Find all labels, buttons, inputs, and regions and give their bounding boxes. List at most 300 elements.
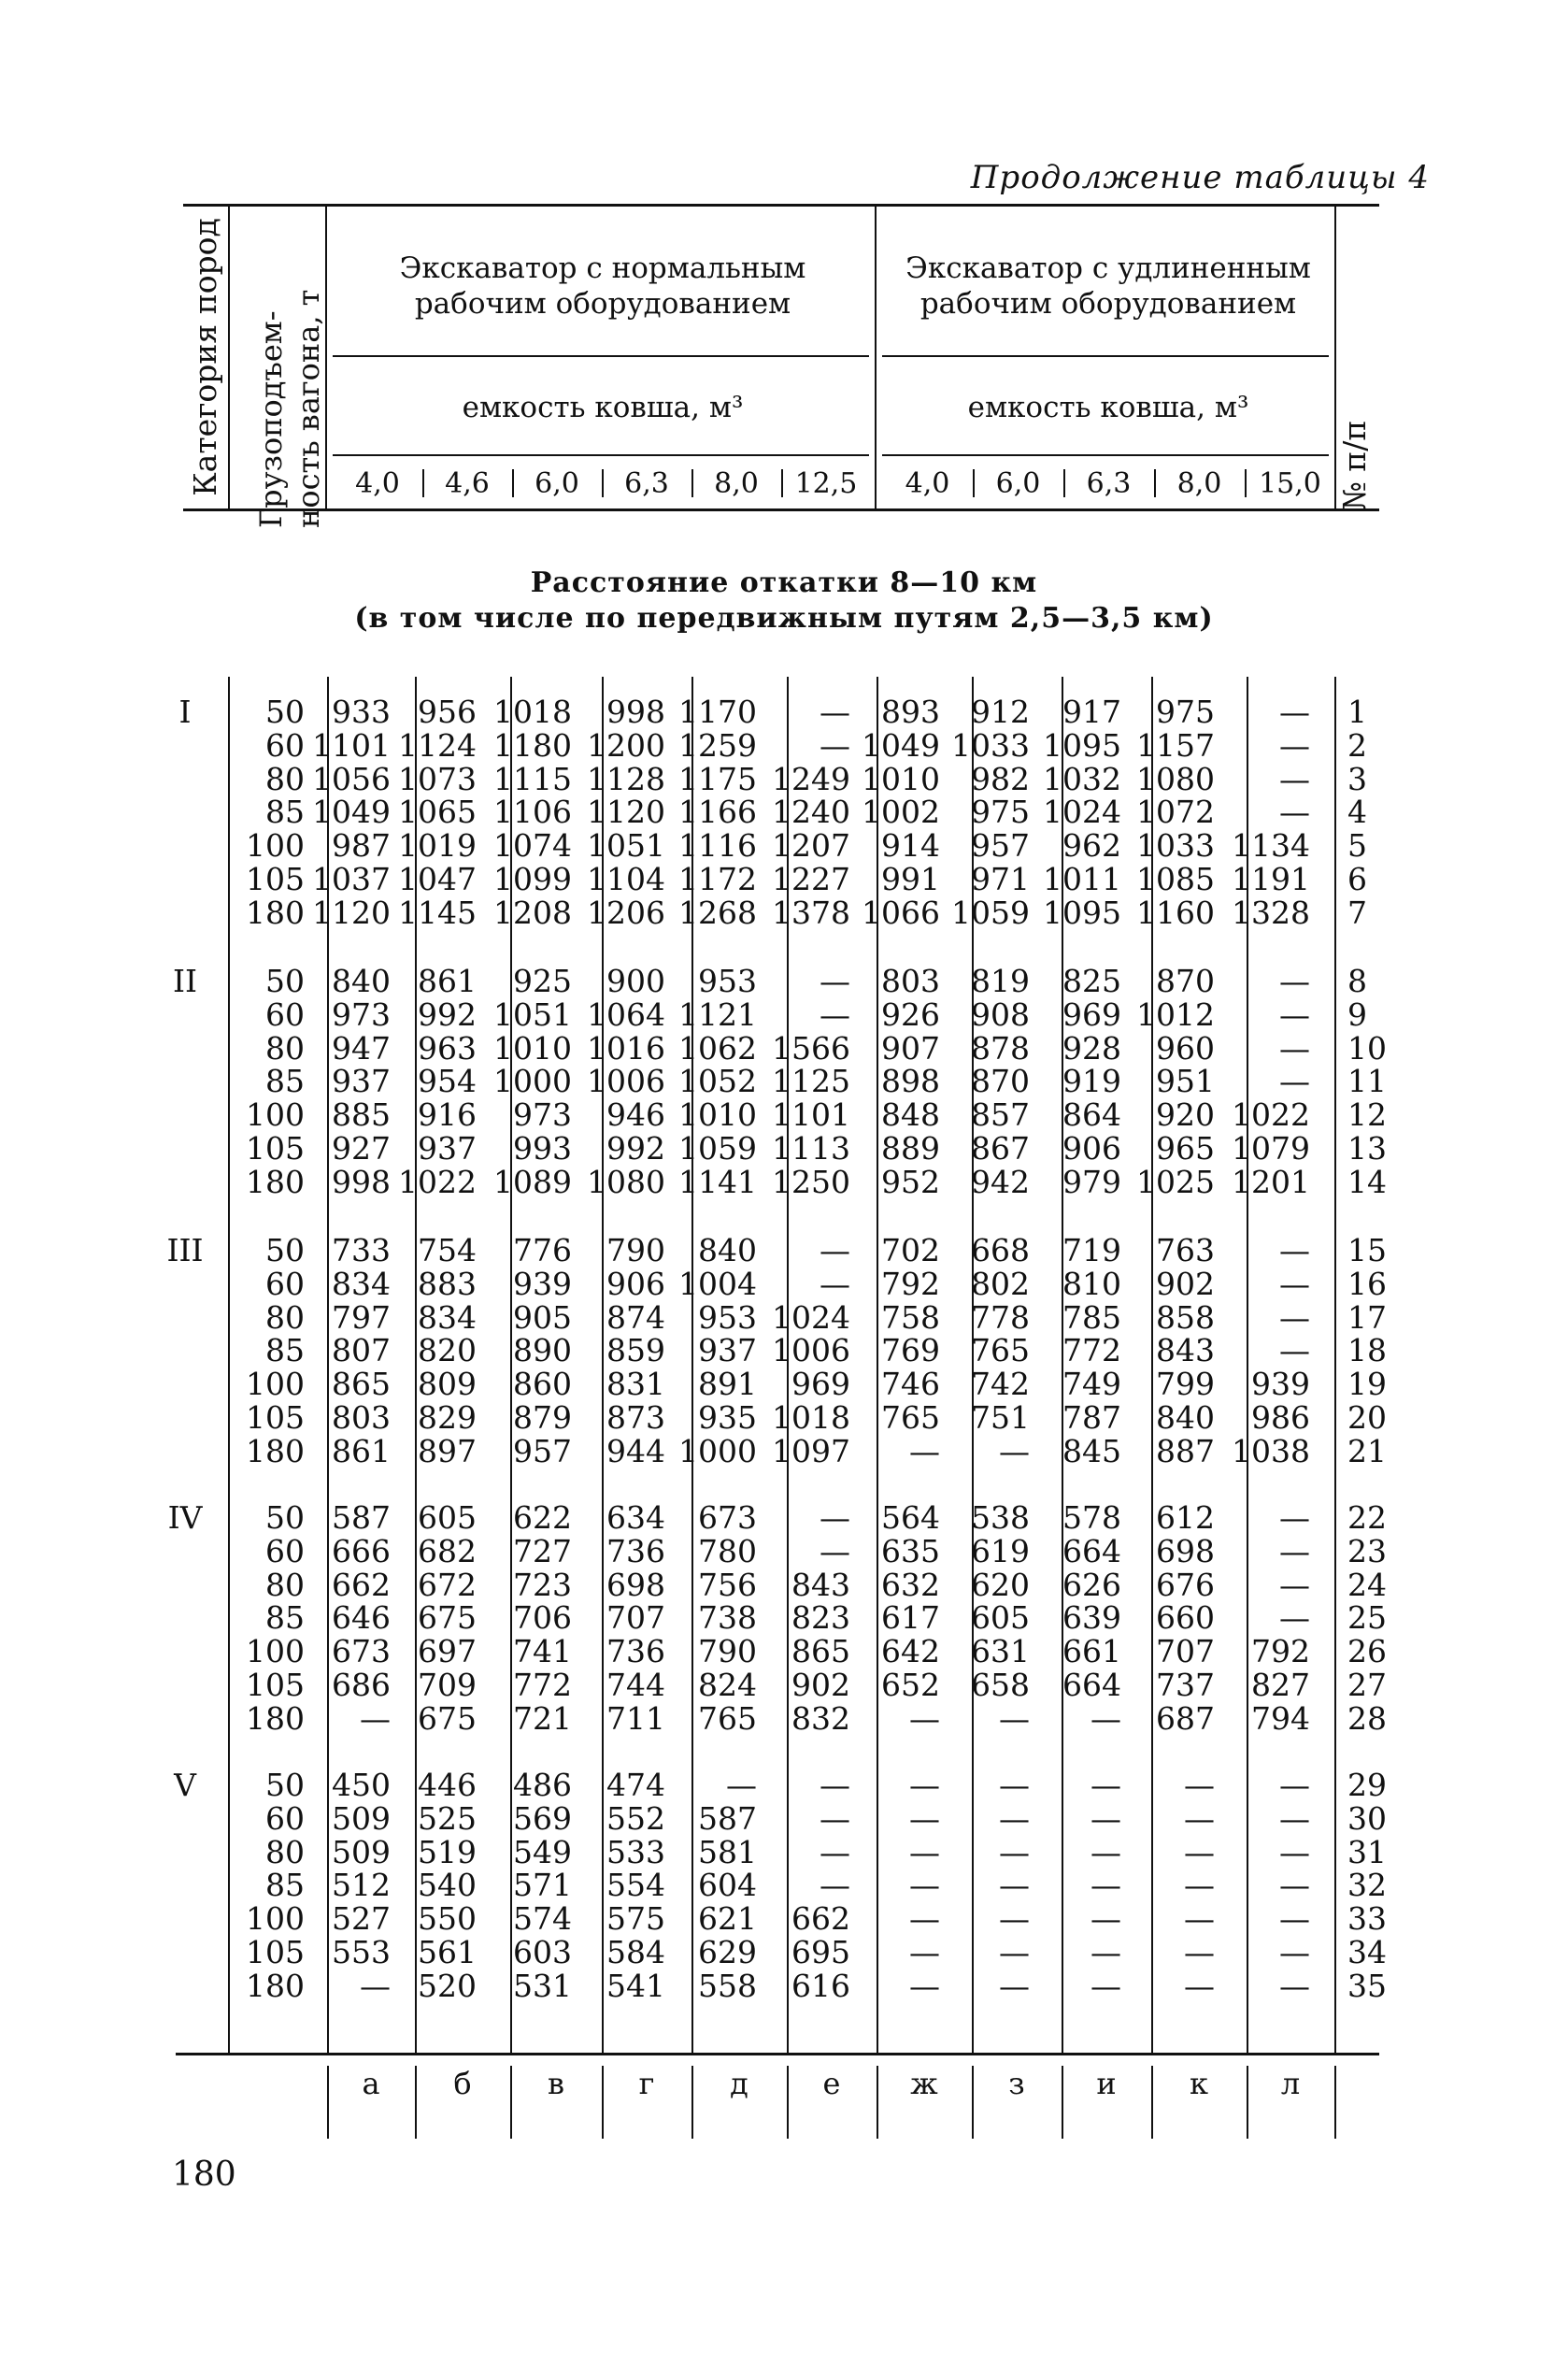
value-cell: — — [909, 1799, 940, 1837]
page-number: 180 — [172, 2155, 236, 2194]
value-cell: 1065 — [398, 794, 477, 831]
value-cell: — — [1279, 1532, 1310, 1569]
value-cell: 1160 — [1136, 894, 1215, 931]
row-number: 34 — [1347, 1934, 1387, 1970]
value-cell: 820 — [418, 1332, 477, 1369]
value-cell: — — [820, 1532, 850, 1569]
value-cell: 1250 — [772, 1163, 850, 1200]
value-cell: — — [999, 1900, 1030, 1938]
value-cell: 581 — [698, 1833, 757, 1870]
value-cell: — — [999, 1833, 1030, 1870]
capacity-cell: 80 — [265, 760, 305, 797]
value-cell: — — [1279, 760, 1310, 797]
value-cell: 917 — [1062, 694, 1121, 730]
value-cell: 619 — [971, 1532, 1030, 1569]
bucket-size: 6,0 — [535, 467, 579, 500]
value-cell: 682 — [418, 1532, 477, 1569]
row-number: 21 — [1347, 1432, 1387, 1469]
value-cell: 790 — [606, 1232, 665, 1268]
value-cell: 629 — [698, 1934, 757, 1970]
value-cell: 902 — [1156, 1265, 1215, 1302]
value-cell: 942 — [971, 1163, 1030, 1200]
value-cell: 702 — [881, 1232, 940, 1268]
value-cell: 527 — [332, 1900, 391, 1938]
value-cell: 1113 — [772, 1130, 850, 1167]
value-cell: 953 — [698, 963, 757, 999]
value-cell: 1079 — [1232, 1130, 1310, 1167]
value-cell: 612 — [1156, 1499, 1215, 1536]
row-number: 22 — [1347, 1499, 1387, 1536]
value-cell: 605 — [971, 1599, 1030, 1637]
value-cell: 1012 — [1136, 995, 1215, 1033]
bucket-size-separator — [781, 469, 783, 497]
letter-separator — [972, 2066, 974, 2139]
hrule-hdr-extended-2 — [882, 454, 1329, 456]
value-cell: 965 — [1156, 1130, 1215, 1167]
capacity-cell: 50 — [265, 963, 305, 999]
value-cell: 605 — [418, 1499, 477, 1536]
value-cell: 486 — [513, 1767, 572, 1803]
value-cell: — — [726, 1767, 757, 1803]
category-label: III — [166, 1232, 204, 1268]
hrule-hdr-normal — [333, 355, 869, 357]
value-cell: 840 — [698, 1232, 757, 1268]
bucket-size-separator — [691, 469, 693, 497]
value-cell: 541 — [606, 1967, 665, 2004]
value-cell: 1051 — [493, 995, 572, 1033]
capacity-cell: 85 — [265, 1599, 305, 1637]
value-cell: — — [820, 694, 850, 730]
capacity-cell: 105 — [246, 1667, 305, 1703]
value-cell: 1115 — [493, 760, 572, 797]
value-cell: 1004 — [678, 1265, 757, 1302]
capacity-cell: 50 — [265, 1232, 305, 1268]
value-cell: — — [999, 1867, 1030, 1904]
value-cell: 569 — [513, 1799, 572, 1837]
value-cell: 857 — [971, 1096, 1030, 1134]
value-cell: 631 — [971, 1633, 1030, 1670]
header-capacity — [252, 210, 346, 528]
table-bottom-rule — [176, 2053, 1379, 2055]
value-cell: 1002 — [862, 794, 940, 831]
header-group-normal — [336, 251, 869, 322]
value-cell: 1018 — [493, 694, 572, 730]
capacity-cell: 85 — [265, 794, 305, 831]
value-cell: 673 — [698, 1499, 757, 1536]
column-letter: ж — [910, 2066, 938, 2101]
value-cell: — — [1279, 1767, 1310, 1803]
value-cell: 1000 — [678, 1432, 757, 1469]
value-cell: 698 — [606, 1566, 665, 1603]
value-cell: 540 — [418, 1867, 477, 1904]
value-cell: 986 — [1251, 1399, 1310, 1436]
value-cell: 908 — [971, 995, 1030, 1033]
value-cell: 746 — [881, 1366, 940, 1403]
row-number: 8 — [1347, 963, 1367, 999]
value-cell: 944 — [606, 1432, 665, 1469]
value-cell: 1249 — [772, 760, 850, 797]
value-cell: 792 — [1251, 1633, 1310, 1670]
value-cell: 675 — [418, 1599, 477, 1637]
value-cell: 1080 — [587, 1163, 665, 1200]
value-cell: 819 — [971, 963, 1030, 999]
value-cell: 1032 — [1043, 760, 1121, 797]
header-group-extended-text: Экскаватор с удлиненным рабочим оборудованием — [905, 251, 1311, 321]
row-number: 24 — [1347, 1566, 1387, 1603]
value-cell: 603 — [513, 1934, 572, 1970]
value-cell: 1059 — [678, 1130, 757, 1167]
value-cell: 1101 — [772, 1096, 850, 1134]
value-cell: 652 — [881, 1667, 940, 1703]
value-cell: 1099 — [493, 861, 572, 897]
value-cell: 969 — [791, 1366, 850, 1403]
value-cell: 861 — [418, 963, 477, 999]
value-cell: 993 — [513, 1130, 572, 1167]
value-cell: 957 — [971, 827, 1030, 865]
value-cell: — — [1279, 1265, 1310, 1302]
value-cell: 1025 — [1136, 1163, 1215, 1200]
value-cell: 622 — [513, 1499, 572, 1536]
value-cell: — — [1090, 1699, 1121, 1737]
value-cell: — — [820, 1867, 850, 1904]
value-cell: 1134 — [1232, 827, 1310, 865]
column-letter: б — [453, 2066, 472, 2101]
value-cell: 620 — [971, 1566, 1030, 1603]
row-number: 27 — [1347, 1667, 1387, 1703]
value-cell: 807 — [332, 1332, 391, 1369]
value-cell: 626 — [1062, 1566, 1121, 1603]
row-number: 5 — [1347, 827, 1367, 865]
value-cell: 584 — [606, 1934, 665, 1970]
value-cell: — — [1184, 1900, 1215, 1938]
value-cell: 802 — [971, 1265, 1030, 1302]
capacity-cell: 105 — [246, 1399, 305, 1436]
letter-separator — [787, 2066, 789, 2139]
value-cell: — — [1279, 1499, 1310, 1536]
letter-separator — [1151, 2066, 1153, 2139]
capacity-cell: 60 — [265, 1532, 305, 1569]
column-letter: з — [1008, 2066, 1025, 2101]
value-cell: 756 — [698, 1566, 757, 1603]
value-cell: 1038 — [1232, 1432, 1310, 1469]
value-cell: 919 — [1062, 1063, 1121, 1100]
value-cell: 664 — [1062, 1532, 1121, 1569]
value-cell: 772 — [513, 1667, 572, 1703]
value-cell: 1566 — [772, 1029, 850, 1067]
value-cell: 1010 — [678, 1096, 757, 1134]
bucket-size: 8,0 — [1176, 467, 1222, 500]
value-cell: 1011 — [1043, 861, 1121, 897]
header-bottom-rule — [183, 508, 1379, 511]
bucket-size: 6,3 — [624, 467, 669, 500]
value-cell: 676 — [1156, 1566, 1215, 1603]
value-cell: 737 — [1156, 1667, 1215, 1703]
value-cell: — — [999, 1934, 1030, 1970]
value-cell: 939 — [513, 1265, 572, 1302]
value-cell: 742 — [971, 1366, 1030, 1403]
value-cell: 810 — [1062, 1265, 1121, 1302]
letter-separator — [877, 2066, 878, 2139]
value-cell: — — [360, 1967, 391, 2004]
value-cell: 658 — [971, 1667, 1030, 1703]
value-cell: 840 — [1156, 1399, 1215, 1436]
value-cell: 446 — [418, 1767, 477, 1803]
value-cell: 698 — [1156, 1532, 1215, 1569]
capacity-cell: 180 — [246, 1967, 305, 2004]
capacity-cell: 80 — [265, 1298, 305, 1336]
value-cell: 890 — [513, 1332, 572, 1369]
value-cell: 998 — [332, 1163, 391, 1200]
value-cell: 634 — [606, 1499, 665, 1536]
capacity-cell: 80 — [265, 1833, 305, 1870]
capacity-cell: 105 — [246, 1130, 305, 1167]
row-number: 4 — [1347, 794, 1367, 831]
value-cell: 571 — [513, 1867, 572, 1904]
value-cell: 664 — [1062, 1667, 1121, 1703]
capacity-cell: 100 — [246, 1633, 305, 1670]
value-cell: 797 — [332, 1298, 391, 1336]
section-title-line2: (в том числе по передвижным путям 2,5—3,5 км) — [354, 602, 1214, 635]
value-cell: 1095 — [1043, 726, 1121, 764]
value-cell: 1066 — [862, 894, 940, 931]
value-cell: 1018 — [772, 1399, 850, 1436]
value-cell: 975 — [971, 794, 1030, 831]
value-cell: 450 — [332, 1767, 391, 1803]
value-cell: 1052 — [678, 1063, 757, 1100]
capacity-cell: 50 — [265, 1767, 305, 1803]
row-number: 12 — [1347, 1096, 1387, 1134]
value-cell: 963 — [418, 1029, 477, 1067]
value-cell: 1240 — [772, 794, 850, 831]
column-letter: а — [362, 2066, 380, 2101]
capacity-cell: 60 — [265, 1799, 305, 1837]
value-cell: 893 — [881, 694, 940, 730]
capacity-cell: 105 — [246, 861, 305, 897]
value-cell: 635 — [881, 1532, 940, 1569]
value-cell: — — [1090, 1934, 1121, 1970]
value-cell: 831 — [606, 1366, 665, 1403]
value-cell: 937 — [698, 1332, 757, 1369]
value-cell: 639 — [1062, 1599, 1121, 1637]
row-number: 20 — [1347, 1399, 1387, 1436]
row-number: 13 — [1347, 1130, 1387, 1167]
header-group-normal-text: Экскаватор с нормальным рабочим оборудованием — [399, 251, 806, 321]
value-cell: 751 — [971, 1399, 1030, 1436]
column-letter: е — [822, 2066, 841, 2101]
value-cell: 744 — [606, 1667, 665, 1703]
capacity-cell: 60 — [265, 995, 305, 1033]
capacity-cell: 100 — [246, 827, 305, 865]
category-label: II — [172, 963, 198, 999]
value-cell: 960 — [1156, 1029, 1215, 1067]
value-cell: 920 — [1156, 1096, 1215, 1134]
capacity-cell: 105 — [246, 1934, 305, 1970]
value-cell: 906 — [606, 1265, 665, 1302]
row-number: 3 — [1347, 760, 1367, 797]
value-cell: 1051 — [587, 827, 665, 865]
row-number: 25 — [1347, 1599, 1387, 1637]
capacity-cell: 100 — [246, 1900, 305, 1938]
value-cell: 946 — [606, 1096, 665, 1134]
value-cell: 864 — [1062, 1096, 1121, 1134]
value-cell: — — [1279, 726, 1310, 764]
value-cell: 935 — [698, 1399, 757, 1436]
value-cell: — — [820, 1499, 850, 1536]
capacity-cell: 80 — [265, 1029, 305, 1067]
value-cell: 859 — [606, 1332, 665, 1369]
row-number: 2 — [1347, 726, 1367, 764]
section-title-line1: Расстояние откатки 8—10 км — [530, 566, 1038, 599]
value-cell: 973 — [332, 995, 391, 1033]
value-cell: 803 — [332, 1399, 391, 1436]
value-cell: 954 — [418, 1063, 477, 1100]
value-cell: — — [820, 1265, 850, 1302]
bucket-size-separator — [1245, 469, 1247, 497]
value-cell: 975 — [1156, 694, 1215, 730]
value-cell: 666 — [332, 1532, 391, 1569]
value-cell: 987 — [332, 827, 391, 865]
value-cell: 721 — [513, 1699, 572, 1737]
value-cell: — — [820, 963, 850, 999]
value-cell: 1049 — [312, 794, 391, 831]
value-cell: — — [909, 1699, 940, 1737]
value-cell: 907 — [881, 1029, 940, 1067]
value-cell: 1010 — [493, 1029, 572, 1067]
bucket-size: 6,3 — [1086, 467, 1132, 500]
value-cell: 697 — [418, 1633, 477, 1670]
header-bucket-extended: емкость ковша, м³ — [967, 391, 1249, 424]
row-number: 28 — [1347, 1699, 1387, 1737]
capacity-cell: 180 — [246, 1699, 305, 1737]
value-cell: 860 — [513, 1366, 572, 1403]
capacity-cell: 50 — [265, 694, 305, 730]
value-cell: 1120 — [587, 794, 665, 831]
value-cell: 687 — [1156, 1699, 1215, 1737]
column-letter: и — [1096, 2066, 1117, 2101]
row-number: 1 — [1347, 694, 1367, 730]
value-cell: 843 — [791, 1566, 850, 1603]
value-cell: 552 — [606, 1799, 665, 1837]
value-cell: 578 — [1062, 1499, 1121, 1536]
value-cell: 575 — [606, 1900, 665, 1938]
value-cell: — — [820, 995, 850, 1033]
category-label: I — [178, 694, 192, 730]
capacity-cell: 85 — [265, 1867, 305, 1904]
value-cell: 982 — [971, 760, 1030, 797]
value-cell: 900 — [606, 963, 665, 999]
value-cell: 1268 — [678, 894, 757, 931]
value-cell: 823 — [791, 1599, 850, 1637]
capacity-cell: 50 — [265, 1499, 305, 1536]
value-cell: 632 — [881, 1566, 940, 1603]
value-cell: — — [1279, 995, 1310, 1033]
value-cell: — — [1184, 1967, 1215, 2004]
value-cell: 832 — [791, 1699, 850, 1737]
value-cell: 673 — [332, 1633, 391, 1670]
value-cell: 686 — [332, 1667, 391, 1703]
value-cell: 709 — [418, 1667, 477, 1703]
value-cell: 711 — [606, 1699, 665, 1737]
bucket-size: 4,6 — [445, 467, 490, 500]
value-cell: 1200 — [587, 726, 665, 764]
value-cell: 533 — [606, 1833, 665, 1870]
letter-separator — [602, 2066, 604, 2139]
hrule-hdr-normal-2 — [333, 454, 869, 456]
body-vrule — [1334, 677, 1336, 2053]
value-cell: 1141 — [678, 1163, 757, 1200]
value-cell: — — [909, 1833, 940, 1870]
value-cell: 1208 — [493, 894, 572, 931]
capacity-cell: 60 — [265, 726, 305, 764]
column-letter: г — [638, 2066, 655, 2101]
row-number: 17 — [1347, 1298, 1387, 1336]
value-cell: — — [820, 1799, 850, 1837]
value-cell: 843 — [1156, 1332, 1215, 1369]
value-cell: — — [820, 1767, 850, 1803]
value-cell: 858 — [1156, 1298, 1215, 1336]
bucket-size-separator — [512, 469, 514, 497]
value-cell: 1259 — [678, 726, 757, 764]
value-cell: 829 — [418, 1399, 477, 1436]
value-cell: — — [1279, 1934, 1310, 1970]
value-cell: 550 — [418, 1900, 477, 1938]
letter-separator — [327, 2066, 329, 2139]
value-cell: 809 — [418, 1366, 477, 1403]
value-cell: 661 — [1062, 1633, 1121, 1670]
value-cell: 825 — [1062, 963, 1121, 999]
value-cell: — — [1184, 1767, 1215, 1803]
value-cell: — — [1279, 1029, 1310, 1067]
value-cell: — — [1184, 1833, 1215, 1870]
value-cell: 765 — [881, 1399, 940, 1436]
value-cell: 914 — [881, 827, 940, 865]
value-cell: 719 — [1062, 1232, 1121, 1268]
value-cell: 646 — [332, 1599, 391, 1637]
bucket-size-separator — [1154, 469, 1156, 497]
row-number: 35 — [1347, 1967, 1387, 2004]
value-cell: 616 — [791, 1967, 850, 2004]
value-cell: — — [820, 726, 850, 764]
value-cell: 587 — [698, 1799, 757, 1837]
value-cell: 947 — [332, 1029, 391, 1067]
row-number: 15 — [1347, 1232, 1387, 1268]
bucket-size-separator — [602, 469, 604, 497]
header-bucket-normal: емкость ковша, м³ — [462, 391, 744, 424]
value-cell: 519 — [418, 1833, 477, 1870]
value-cell: 889 — [881, 1130, 940, 1167]
value-cell: 1125 — [772, 1063, 850, 1100]
value-cell: 1080 — [1136, 760, 1215, 797]
value-cell: 827 — [1251, 1667, 1310, 1703]
value-cell: 883 — [418, 1265, 477, 1302]
category-label: IV — [167, 1499, 203, 1536]
letter-separator — [1062, 2066, 1063, 2139]
value-cell: 707 — [1156, 1633, 1215, 1670]
header-top-rule — [183, 204, 1379, 207]
bucket-size: 4,0 — [905, 467, 950, 500]
value-cell: 1145 — [398, 894, 477, 931]
header-capacity-text: Грузоподъем- ность вагона, т — [253, 289, 326, 528]
value-cell: 991 — [881, 861, 940, 897]
value-cell: 763 — [1156, 1232, 1215, 1268]
value-cell: 906 — [1062, 1130, 1121, 1167]
value-cell: 754 — [418, 1232, 477, 1268]
capacity-cell: 100 — [246, 1096, 305, 1134]
value-cell: 509 — [332, 1799, 391, 1837]
letter-separator — [691, 2066, 693, 2139]
value-cell: 971 — [971, 861, 1030, 897]
value-cell: — — [999, 1967, 1030, 2004]
